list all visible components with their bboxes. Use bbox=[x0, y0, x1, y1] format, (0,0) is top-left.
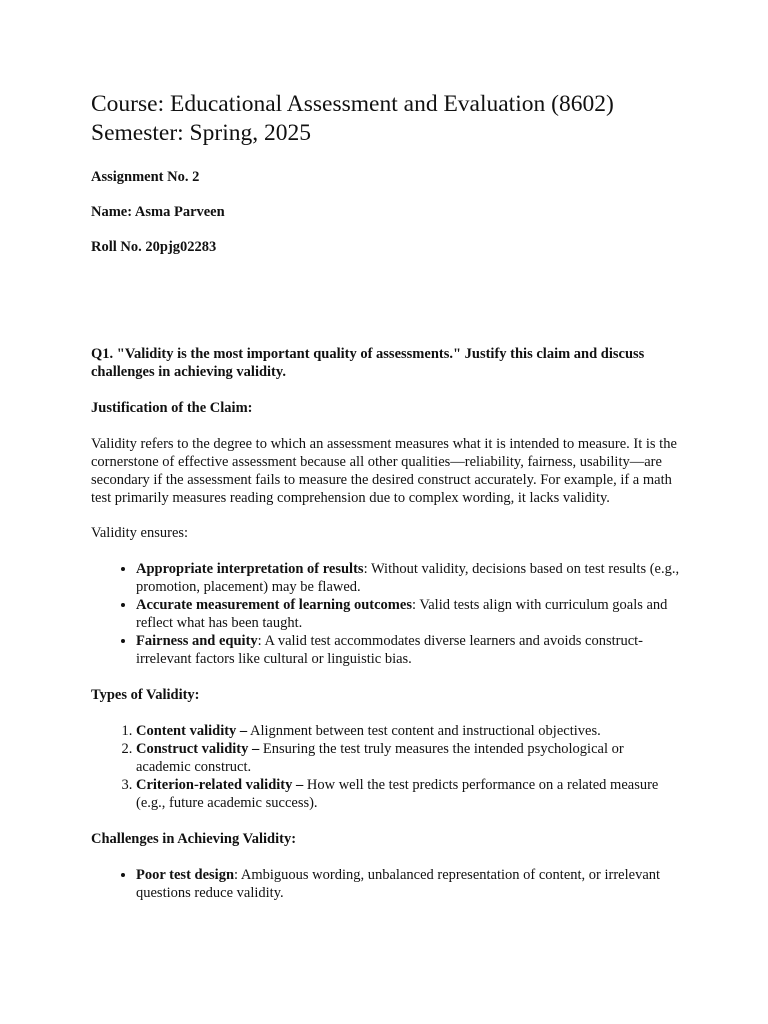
list-item-term: Appropriate interpretation of results bbox=[136, 561, 364, 577]
student-name: Name: Asma Parveen bbox=[91, 204, 225, 220]
validity-ensures-intro: Validity ensures: bbox=[91, 525, 189, 541]
list-item-text: : A valid test accommodates diverse learners and avoids construct-irrelevant factors like cultural or linguistic bias. bbox=[136, 633, 644, 667]
justification-paragraph: Validity refers to the degree to which an assessment measures what it is intended to measure. It is the cornerstone of effective assessment because all other qualities—reliability, fairness, usability—are secondary if the assessment fails to measure the desired construct accurately. For example, if a math test primarily measures reading comprehension due to complex wording, it lacks validity. bbox=[91, 436, 677, 506]
list-item-term: Content validity – bbox=[136, 723, 248, 739]
list-item bbox=[136, 632, 681, 668]
course-title: Course: Educational Assessment and Evaluation (8602) bbox=[91, 91, 614, 117]
challenges-list bbox=[91, 866, 681, 902]
list-item-text: Alignment between test content and instructional objectives. bbox=[247, 723, 601, 739]
list-item-text: : Valid tests align with curriculum goals and reflect what has been taught. bbox=[136, 597, 668, 631]
document-content bbox=[91, 90, 681, 902]
list-item bbox=[136, 560, 681, 596]
list-item-term: Fairness and equity bbox=[136, 633, 258, 649]
list-item-term: Criterion-related validity – bbox=[136, 777, 304, 793]
list-item-term: Construct validity – bbox=[136, 741, 260, 757]
roll-number: Roll No. 20pjg02283 bbox=[91, 239, 217, 255]
justification-heading: Justification of the Claim: bbox=[91, 400, 253, 416]
validity-ensures-list bbox=[91, 560, 681, 668]
list-item-text: How well the test predicts performance on a related measure (e.g., future academic success). bbox=[136, 777, 659, 811]
list-item-text: : Ambiguous wording, unbalanced representation of content, or irrelevant questions reduce validity. bbox=[136, 867, 661, 901]
list-item bbox=[136, 740, 681, 776]
list-item bbox=[136, 776, 681, 812]
list-item-text: : Without validity, decisions based on test results (e.g., promotion, placement) may be flawed. bbox=[136, 561, 680, 595]
types-of-validity-list bbox=[91, 722, 681, 812]
challenges-heading: Challenges in Achieving Validity: bbox=[91, 831, 297, 847]
list-item bbox=[136, 722, 681, 740]
list-item bbox=[136, 596, 681, 632]
list-item-term: Accurate measurement of learning outcomes bbox=[136, 597, 412, 613]
semester-title: Semester: Spring, 2025 bbox=[91, 120, 311, 146]
question-1: Q1. "Validity is the most important quality of assessments." Justify this claim and discuss challenges in achieving validity. bbox=[91, 346, 645, 380]
types-heading: Types of Validity: bbox=[91, 687, 200, 703]
list-item-term: Poor test design bbox=[136, 867, 235, 883]
assignment-number: Assignment No. 2 bbox=[91, 169, 200, 185]
list-item-text: Ensuring the test truly measures the intended psychological or academic construct. bbox=[136, 741, 624, 775]
list-item bbox=[136, 866, 681, 902]
